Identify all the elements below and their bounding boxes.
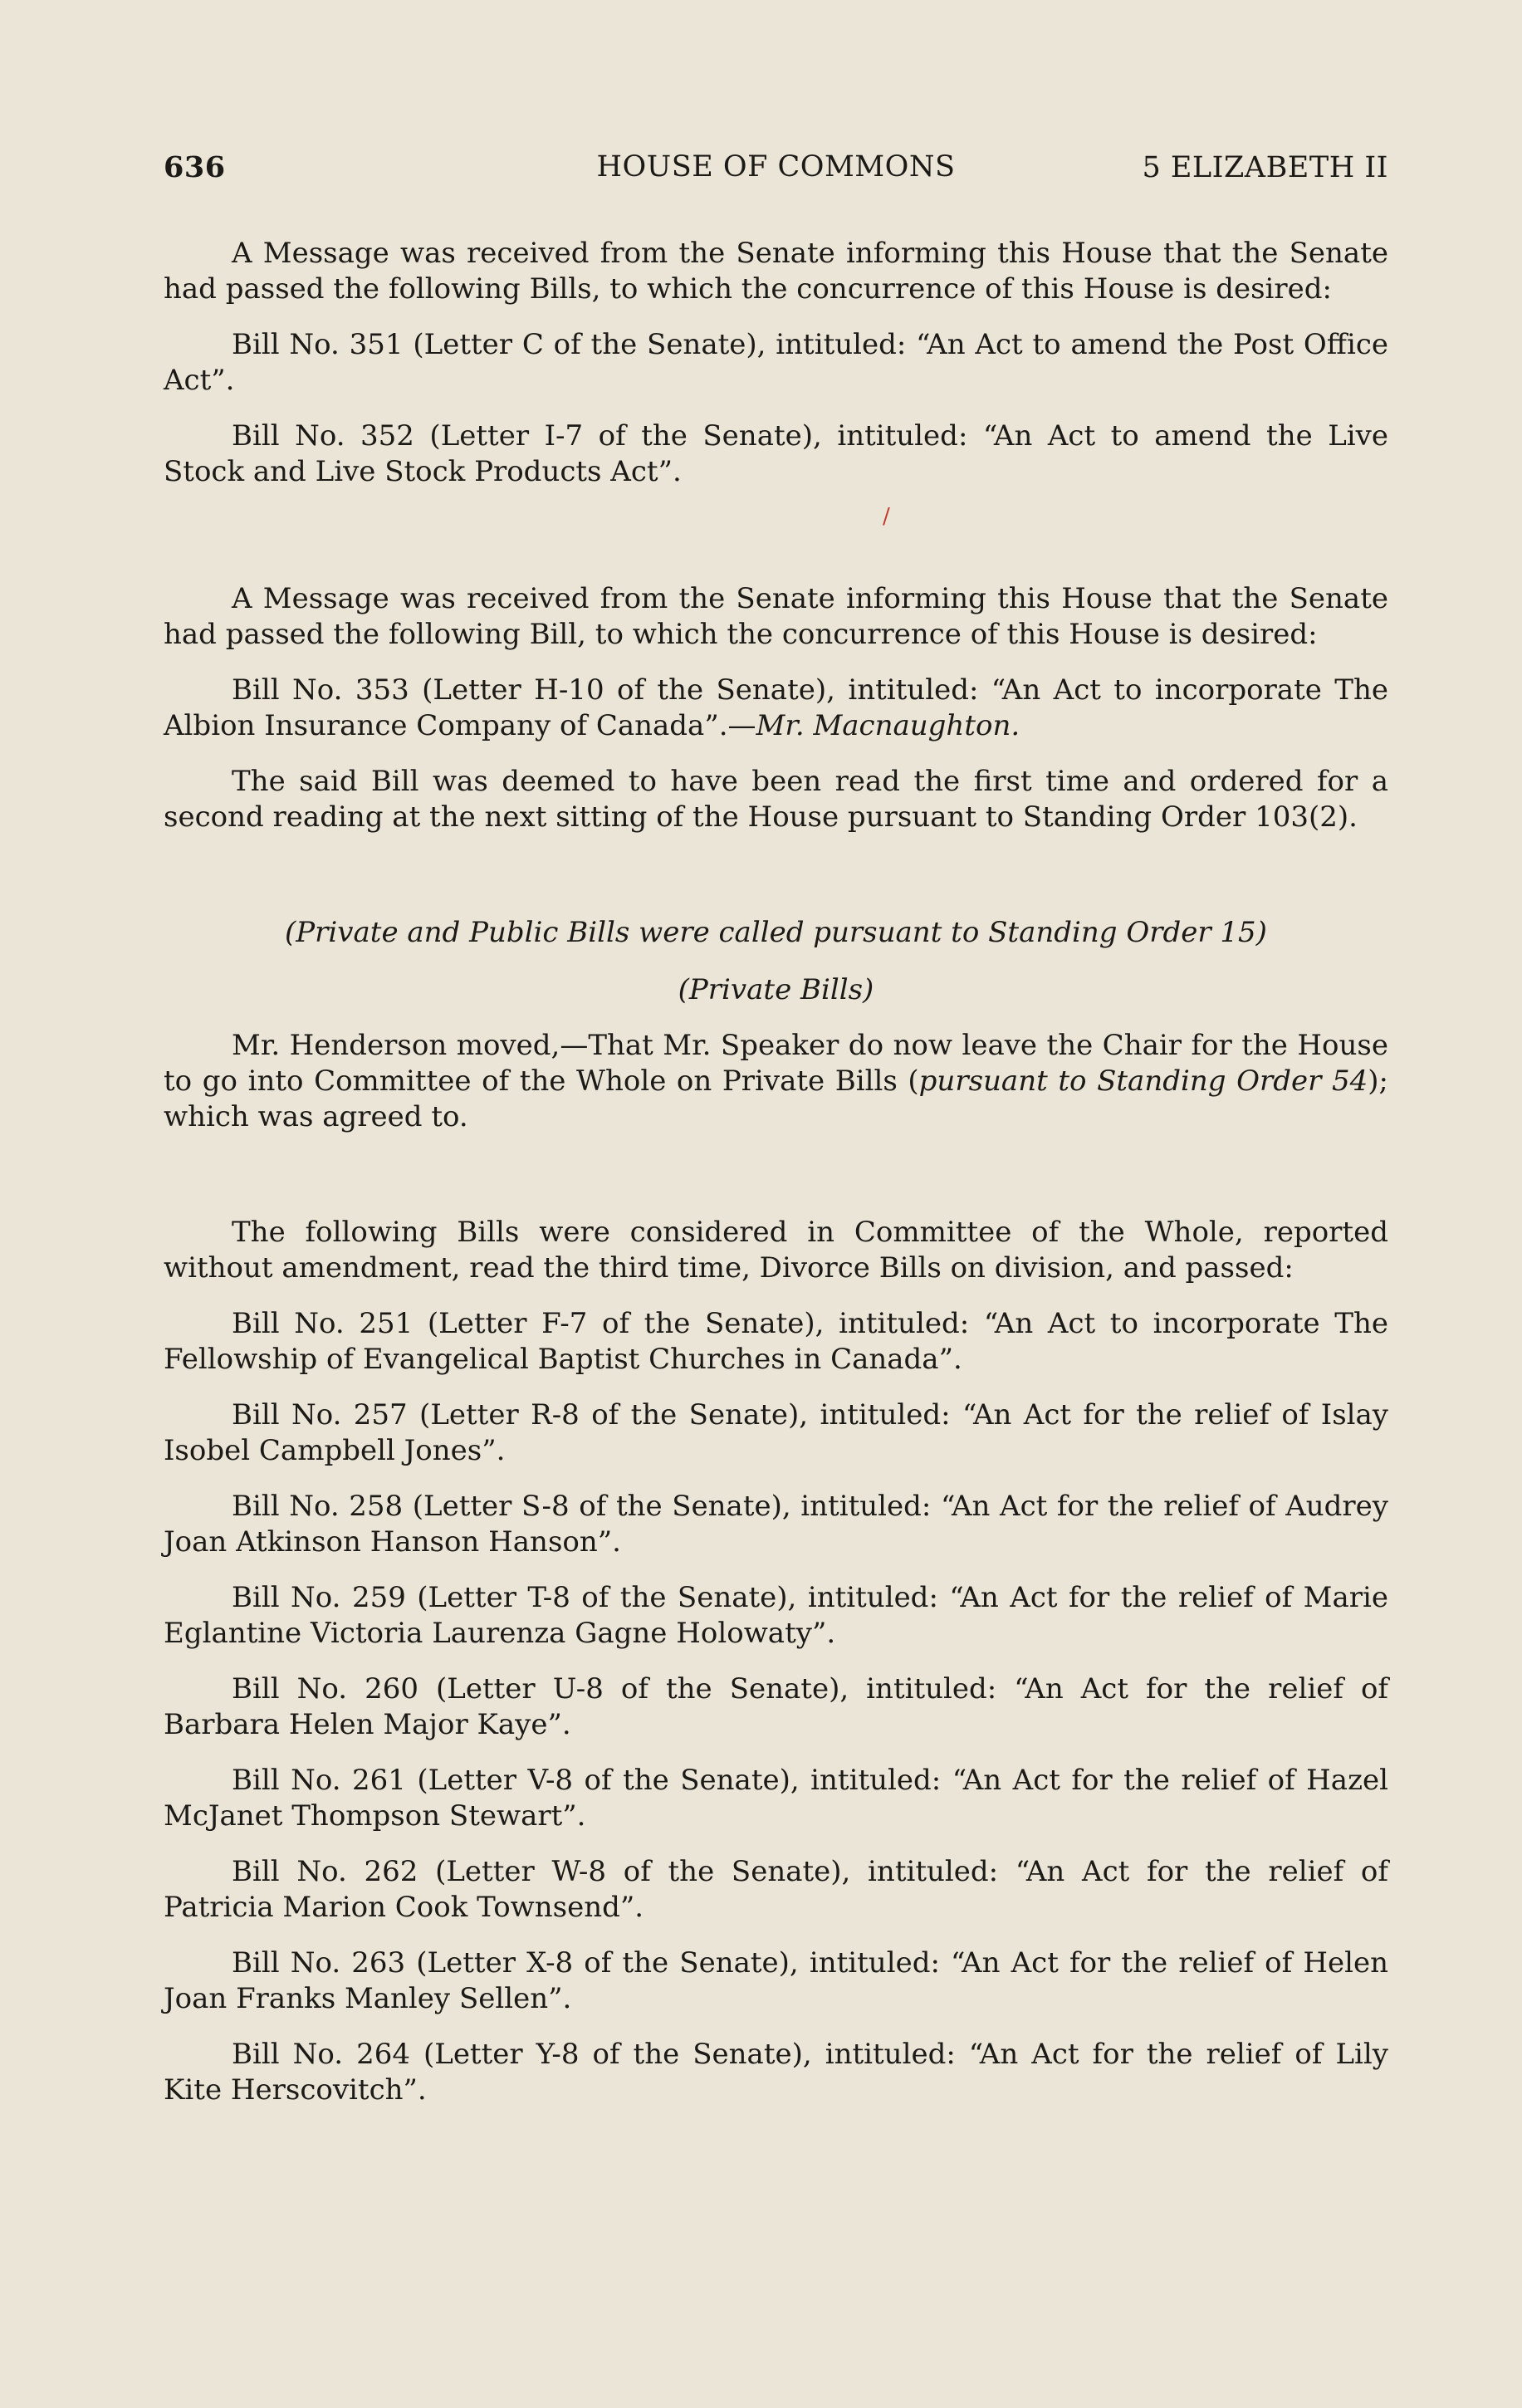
page-number: 636 [164, 150, 226, 184]
bill-paragraph: Bill No. 259 (Letter T-8 of the Senate), intituled: “An Act for the relief of Marie Eglantine Victoria Laurenza Gagne Holowaty”. [164, 1581, 1388, 1650]
running-header [164, 149, 1388, 186]
bill-paragraph: Bill No. 263 (Letter X-8 of the Senate), intituled: “An Act for the relief of Helen Joan Franks Manley Sellen”. [164, 1946, 1388, 2015]
session-label: 5 ELIZABETH II [1142, 151, 1388, 184]
motion-paragraph [164, 1028, 1388, 1135]
bill-paragraph: Bill No. 258 (Letter S-8 of the Senate), intituled: “An Act for the relief of Audrey Joan Atkinson Hanson Hanson”. [164, 1490, 1388, 1559]
bill-paragraph: Bill No. 264 (Letter Y-8 of the Senate), intituled: “An Act for the relief of Lily Kite Herscovitch”. [164, 2038, 1388, 2107]
bill-paragraph: Bill No. 260 (Letter U-8 of the Senate), intituled: “An Act for the relief of Barbara Helen Major Kaye”. [164, 1672, 1388, 1741]
bill-paragraph: Bill No. 352 (Letter I-7 of the Senate), intituled: “An Act to amend the Live Stock and Live Stock Products Act”. [164, 419, 1388, 488]
message-intro: A Message was received from the Senate informing this House that the Senate had passed the following Bill, to which the concurrence of this House is desired: [164, 582, 1388, 651]
document-body [164, 149, 1388, 2108]
bill-paragraph [164, 673, 1388, 744]
orders-heading: (Private and Public Bills were called pursuant to Standing Order 15) [285, 916, 1267, 949]
motion-text-b: ); which was agreed to. [164, 1065, 1388, 1133]
bill-paragraph: Bill No. 251 (Letter F-7 of the Senate), intituled: “An Act to incorporate The Fellowship of Evangelical Baptist Churches in Canada”. [164, 1307, 1388, 1376]
bill-sponsor: Mr. Macnaughton. [756, 709, 1020, 742]
bill-text: Bill No. 353 (Letter H-10 of the Senate), intituled: “An Act to incorporate The Albion Insurance Company of Canada”.— [164, 673, 1388, 742]
motion-text-a: Mr. Henderson moved,—That Mr. Speaker do now leave the Chair for the House to go into Committee of the Whole on Private Bills ( [164, 1029, 1388, 1098]
followup-paragraph: The said Bill was deemed to have been read the first time and ordered for a second reading at the next sitting of the House pursuant to Standing Order 103(2). [164, 765, 1388, 834]
bill-paragraph: Bill No. 262 (Letter W-8 of the Senate), intituled: “An Act for the relief of Patricia Marion Cook Townsend”. [164, 1855, 1388, 1924]
bill-paragraph: Bill No. 261 (Letter V-8 of the Senate), intituled: “An Act for the relief of Hazel McJanet Thompson Stewart”. [164, 1764, 1388, 1833]
message-intro: A Message was received from the Senate informing this House that the Senate had passed the following Bills, to which the concurrence of this House is desired: [164, 237, 1388, 306]
page-title: HOUSE OF COMMONS [596, 150, 956, 184]
private-bills-heading: (Private Bills) [678, 973, 874, 1006]
motion-text-italic: pursuant to Standing Order 54 [918, 1065, 1368, 1098]
bill-paragraph: Bill No. 351 (Letter C of the Senate), intituled: “An Act to amend the Post Office Act”. [164, 328, 1388, 397]
pencil-mark-icon: / [883, 504, 890, 529]
bill-paragraph: Bill No. 257 (Letter R-8 of the Senate), intituled: “An Act for the relief of Islay Isobel Campbell Jones”. [164, 1398, 1388, 1467]
committee-intro: The following Bills were considered in Committee of the Whole, reported without amendment, read the third time, Divorce Bills on division, and passed: [164, 1216, 1388, 1285]
